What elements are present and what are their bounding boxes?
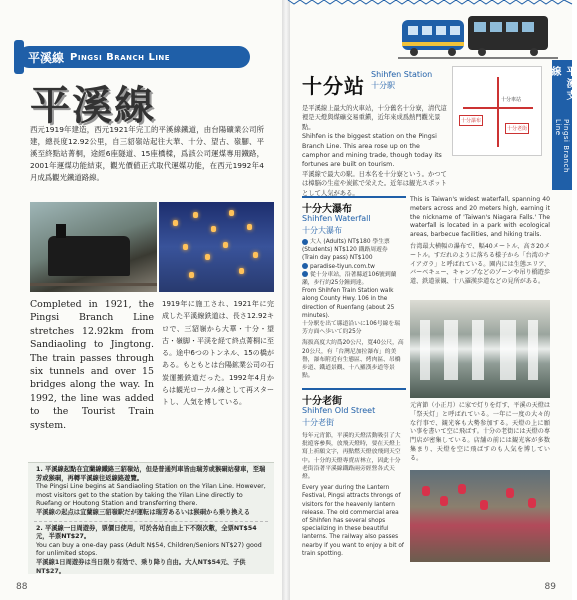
station-name-en: Shihfen Station	[371, 70, 433, 79]
oldstreet-desc-en: Every year during the Lantern Festival, Pingsi attracts throngs of visitors for the heavenly lantern release. The old commercial area of Shihfen has several shops specializing in these beautiful lanterns. The railway also passes nearby if you want to enjoy a bit of train spotting.	[302, 485, 404, 557]
line-banner	[18, 46, 250, 68]
side-tab-zh: 平溪支線	[549, 66, 575, 102]
oldstreet-name-en: Shihfen Old Street	[302, 406, 376, 415]
map-waterfall-box: 十分瀑布	[459, 115, 483, 126]
chapter-side-tab	[549, 60, 575, 190]
area-map	[452, 66, 542, 156]
waterfall-stream	[420, 320, 430, 380]
tip-zh: 1. 平溪線起點在宜蘭線鐵路三貂嶺站，但是普通列車皆由瑞芳或猴硐站發車，至瑞芳或猴硐，再轉平溪線往返線路遊覽。	[36, 466, 266, 482]
page-title: 平溪線	[30, 82, 156, 129]
side-tab-en: Pingsi Branch Line	[554, 118, 570, 173]
waterfall-access	[302, 271, 404, 287]
lantern-mark	[528, 498, 536, 508]
station-subnames	[371, 70, 432, 91]
waterfall-photo	[410, 300, 550, 398]
oldstreet-desc-ja: 元宵節（小正月）に家で灯りを灯す、平溪の天燈は「祭天灯」と呼ばれている。一年に一度の大々的な行事で、観光客も大勢参加する。天燈の上に願い事を書いて空に飛ばす。十分の老街には天燈の専門店が密集している。店舗の前には観光客が多数集まり、天燈を空に飛ばすのも人気を博している。	[410, 402, 550, 462]
intro-paragraph: 西元1919年建造，西元1921年完工的平溪線鐵道，由台陽礦業公司所建，總長度12.92公里，自三貂嶺站起往大華、十分、望古、嶺腳、平溪至終點站菁桐，途經6座隧道、15座橋樑，爲該公司運煤專用鐵路，2001年運煤功能結束，觀光價値正式取代運媒功能，在西元1992年4月成爲觀光鐵道路線。	[30, 125, 264, 182]
site-text: paradise-tiyun.com.tw	[310, 263, 375, 270]
station-desc-zh: 是平溪線上最大的火車站，十分舊名十分寮，清代這裡是天燈與煤礦交易重鎭，近年來成爲熱門觀光景點。	[302, 105, 447, 131]
page-number-left: 88	[16, 582, 28, 592]
station-name-ja: 十分駅	[371, 81, 395, 90]
waterfall-desc-ja: 台湾最大横幅の瀑布で、幅40メートル、高さ20メートル。すだれのように落ちる様子から「台湾のナイアガラ」と呼ばれている。園内には生態エリア、バーベキュー、キャンプなどのゾーンや吊り橋遊歩道、鉄道景観、十八羅漢歩道などの見所がある。	[410, 242, 550, 286]
waterfall-desc-en: This is Taiwan's widest waterfall, spanning 40 meters across and 20 meters high, earning it the nickname of 'Taiwan's Niagara Falls.' The waterfall is located in a park with ecological areas, barbecue facilities, and hiking trails.	[410, 196, 550, 239]
waterfall-name-en: Shihfen Waterfall	[302, 214, 371, 223]
waterfall-stream	[500, 320, 516, 380]
waterfall-info	[302, 238, 404, 380]
banner-zh: 平溪線	[28, 50, 65, 65]
waterfall-heading: 十分大瀑布	[302, 196, 406, 208]
oldstreet-desc-right	[410, 402, 550, 464]
oldstreet-info	[302, 432, 404, 558]
left-page	[0, 0, 284, 600]
lantern-mark	[205, 254, 210, 260]
lantern-mark	[506, 488, 514, 498]
train-illustration	[398, 6, 558, 66]
waterfall-site	[302, 263, 404, 271]
top-border-pattern	[288, 0, 572, 4]
tips-box	[28, 462, 274, 574]
map-oldstreet-box: 十分老街	[505, 123, 529, 134]
waterfall-desc-right	[410, 196, 550, 287]
english-paragraph: Completed in 1921, the Pingsi Branch Line stretches 12.92km from Sandiaoling to Jingtong. The train passes through six tunnels and over 15 bridges along the way. In 1992, the line was added to the Tourist Train system.	[30, 299, 154, 431]
tip-item	[28, 463, 274, 521]
station-heading	[302, 70, 432, 99]
oldstreet-heading: 十分老街	[302, 388, 406, 400]
waterfall-desc-zh: 海拔高度大約爲20公尺，寬40公尺，高20公尺，有「台灣尼加拉瀑布」的美譽，瀑布附近有生態區、烤肉區、吊橋步道、鐵道景觀、十八羅漢步道等景點。	[302, 340, 404, 380]
access-zh: 從十分車站，沿著縣道106號到蘭瀨，步行約25分鐘到達。	[302, 271, 397, 287]
ticket-icon	[302, 239, 308, 245]
lantern-mark	[189, 272, 194, 278]
access-en: From Shihfen Train Station walk along County Hwy. 106 in the direction of Ruenfang (about 25 minutes).	[302, 288, 395, 319]
sky-lantern-photo	[159, 202, 274, 292]
page-number-right: 89	[544, 582, 556, 592]
station-description	[302, 104, 448, 198]
waterfall-stream	[444, 320, 458, 380]
oldstreet-desc-zh: 每年元宵節，平溪的天燈活動吸引了大批遊客參與，放飛天燈時，要在天燈上寫上祈願文字，再點燃天燈放飛到天空中。十分的天燈專賣店林立，因此十分老街沿著平溪線鐵路兩旁經營各式天燈。	[302, 433, 401, 481]
waterfall-name-ja: 十分大瀑布	[302, 226, 342, 235]
steam-train-photo	[30, 202, 157, 292]
waterfall-stream	[528, 320, 538, 380]
lantern-mark	[422, 486, 430, 496]
waterfall-ticket	[302, 238, 404, 263]
lantern-mark	[229, 210, 234, 216]
lantern-mark	[211, 226, 216, 232]
tip-zh: 2. 平溪線一日周遊券，票價日使用，可於各站自由上下不限次數，全票NT$54元，半票NT$27。	[36, 524, 257, 541]
japanese-paragraph: 1919年に施工され、1921年に完成した平溪線鉄道は、長さ12.92キロで、三貂嶺から大華・十分・望古・嶺脚・平渓を経て終点菁桐に至る。途中6つのトンネル、15の橋がある。もともとは台陽鉱業公司の石炭運搬鉄道だった。1992年4月からは観光ローカル線として再スタートし、人気を博している。	[162, 300, 274, 407]
tip-en: You can buy a one-day pass (Adult N$54, Children/Seniors NT$27) good for unlimited stops.	[36, 541, 262, 558]
lantern-mark	[458, 484, 466, 494]
tip-ja: 平溪線1日周遊券は当日限り有効で、乗り降り自由。大人NT$54元、子供NT$27。	[36, 558, 246, 575]
right-page	[288, 0, 575, 600]
lantern-mark	[440, 496, 448, 506]
lantern-mark	[223, 242, 228, 248]
lantern-mark	[253, 252, 258, 258]
tip-ja: 平溪線の起点は宜蘭線三貂嶺駅だが運転は瑞芳あるいは猴硐から乗り換える	[36, 508, 251, 516]
lantern-mark	[247, 224, 252, 230]
web-icon	[302, 263, 308, 269]
waterfall-stream	[472, 320, 484, 380]
walk-icon	[302, 271, 308, 277]
oldstreet-photo	[410, 470, 550, 562]
oldstreet-name-ja: 十分老街	[302, 418, 334, 427]
lantern-mark	[480, 500, 488, 510]
lantern-mark	[193, 212, 198, 218]
rail-shape	[30, 283, 157, 286]
lantern-mark	[183, 244, 188, 250]
lantern-mark	[173, 220, 178, 226]
lantern-mark	[239, 268, 244, 274]
banner-en: Pingsi Branch Line	[70, 51, 171, 63]
locomotive-shape	[48, 236, 130, 276]
station-desc-en: Shihfen is the biggest station on the Pingsi Branch Line. This area rose up on the camphor and mining trade, though today its fortunes are built on tourism.	[302, 133, 442, 169]
map-station-label: 十分車站	[501, 97, 522, 103]
station-desc-ja: 平溪線で最大の駅。日本名を十分寮という。かつては樟脳の生産や炭鉱で栄えた。近年は観光スポットとして人気がある。	[302, 170, 447, 197]
tip-en: The Pingsi Line begins at Sandiaoling Station on the Yilan Line. However, most visitors get to the station by taking the Yilan Line directly to Ruefang or Houtong Station and transferring there.	[36, 483, 266, 508]
station-name-zh: 十分站	[302, 74, 365, 98]
tip-item	[28, 522, 274, 580]
access-ja: 十分駅を出て縣道沿いに106号線を瑞芳方面へ歩いて約25分	[302, 321, 401, 336]
ticket-text: 大人 (Adults) NT$180 學生票 (Students) NT$120 鐵路周遊券 (Train day pass) NT$100	[302, 239, 390, 262]
map-road	[497, 77, 499, 147]
